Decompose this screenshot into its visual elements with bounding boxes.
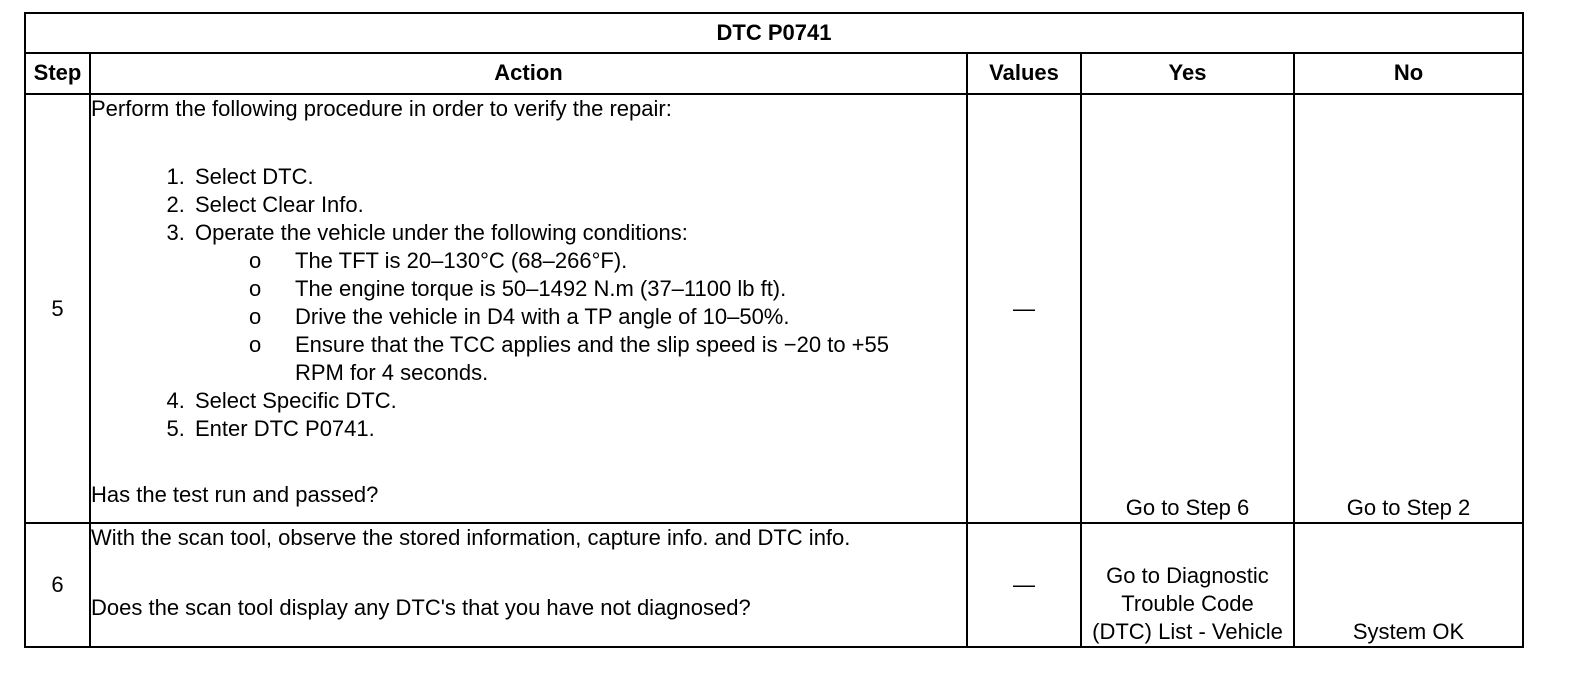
action-question: Has the test run and passed? xyxy=(91,482,379,508)
circle-bullet-icon: o xyxy=(249,248,262,274)
step-number: 6 xyxy=(25,523,90,647)
values-cell: — xyxy=(967,94,1081,523)
header-values: Values xyxy=(967,53,1081,95)
yes-cell: Go to Step 6 xyxy=(1081,94,1294,523)
circle-bullet-icon: o xyxy=(249,304,262,330)
no-cell: System OK xyxy=(1294,523,1523,647)
procedure-step: 4. Select Specific DTC. xyxy=(191,387,966,415)
action-intro: Perform the following procedure in order to verify the repair: xyxy=(91,96,672,122)
procedure-step-text: Operate the vehicle under the following conditions: xyxy=(195,220,688,246)
values-cell: — xyxy=(967,523,1081,647)
action-cell xyxy=(90,94,967,523)
condition-text: The engine torque is 50–1492 N.m (37–1100 lb ft). xyxy=(295,276,787,302)
condition-item xyxy=(249,331,935,387)
table-row xyxy=(25,94,1523,523)
circle-bullet-icon: o xyxy=(249,332,262,358)
table-title: DTC P0741 xyxy=(25,13,1523,53)
procedure-list xyxy=(91,163,966,443)
action-intro: With the scan tool, observe the stored information, capture info. and DTC info. xyxy=(91,525,851,551)
procedure-step: 5. Enter DTC P0741. xyxy=(191,415,966,443)
action-cell xyxy=(90,523,967,647)
conditions-list xyxy=(195,247,966,387)
action-question: Does the scan tool display any DTC's that you have not diagnosed? xyxy=(91,595,751,621)
condition-text: Drive the vehicle in D4 with a TP angle of 10–50%. xyxy=(295,304,790,330)
dtc-table xyxy=(24,12,1524,648)
procedure-step: 2. Select Clear Info. xyxy=(191,191,966,219)
condition-item xyxy=(249,275,966,303)
condition-item xyxy=(249,247,966,275)
condition-text: Ensure that the TCC applies and the slip speed is −20 to +55 RPM for 4 seconds. xyxy=(295,332,889,386)
header-step: Step xyxy=(25,53,90,95)
header-action: Action xyxy=(90,53,967,95)
header-yes: Yes xyxy=(1081,53,1294,95)
no-cell: Go to Step 2 xyxy=(1294,94,1523,523)
step-number: 5 xyxy=(25,94,90,523)
table-row xyxy=(25,523,1523,647)
circle-bullet-icon: o xyxy=(249,276,262,302)
procedure-step xyxy=(191,219,966,387)
condition-item xyxy=(249,303,966,331)
header-no: No xyxy=(1294,53,1523,95)
procedure-step: 1. Select DTC. xyxy=(191,163,966,191)
condition-text: The TFT is 20–130°C (68–266°F). xyxy=(295,248,628,274)
yes-cell: Go to Diagnostic Trouble Code (DTC) List - Vehicle xyxy=(1081,523,1294,647)
